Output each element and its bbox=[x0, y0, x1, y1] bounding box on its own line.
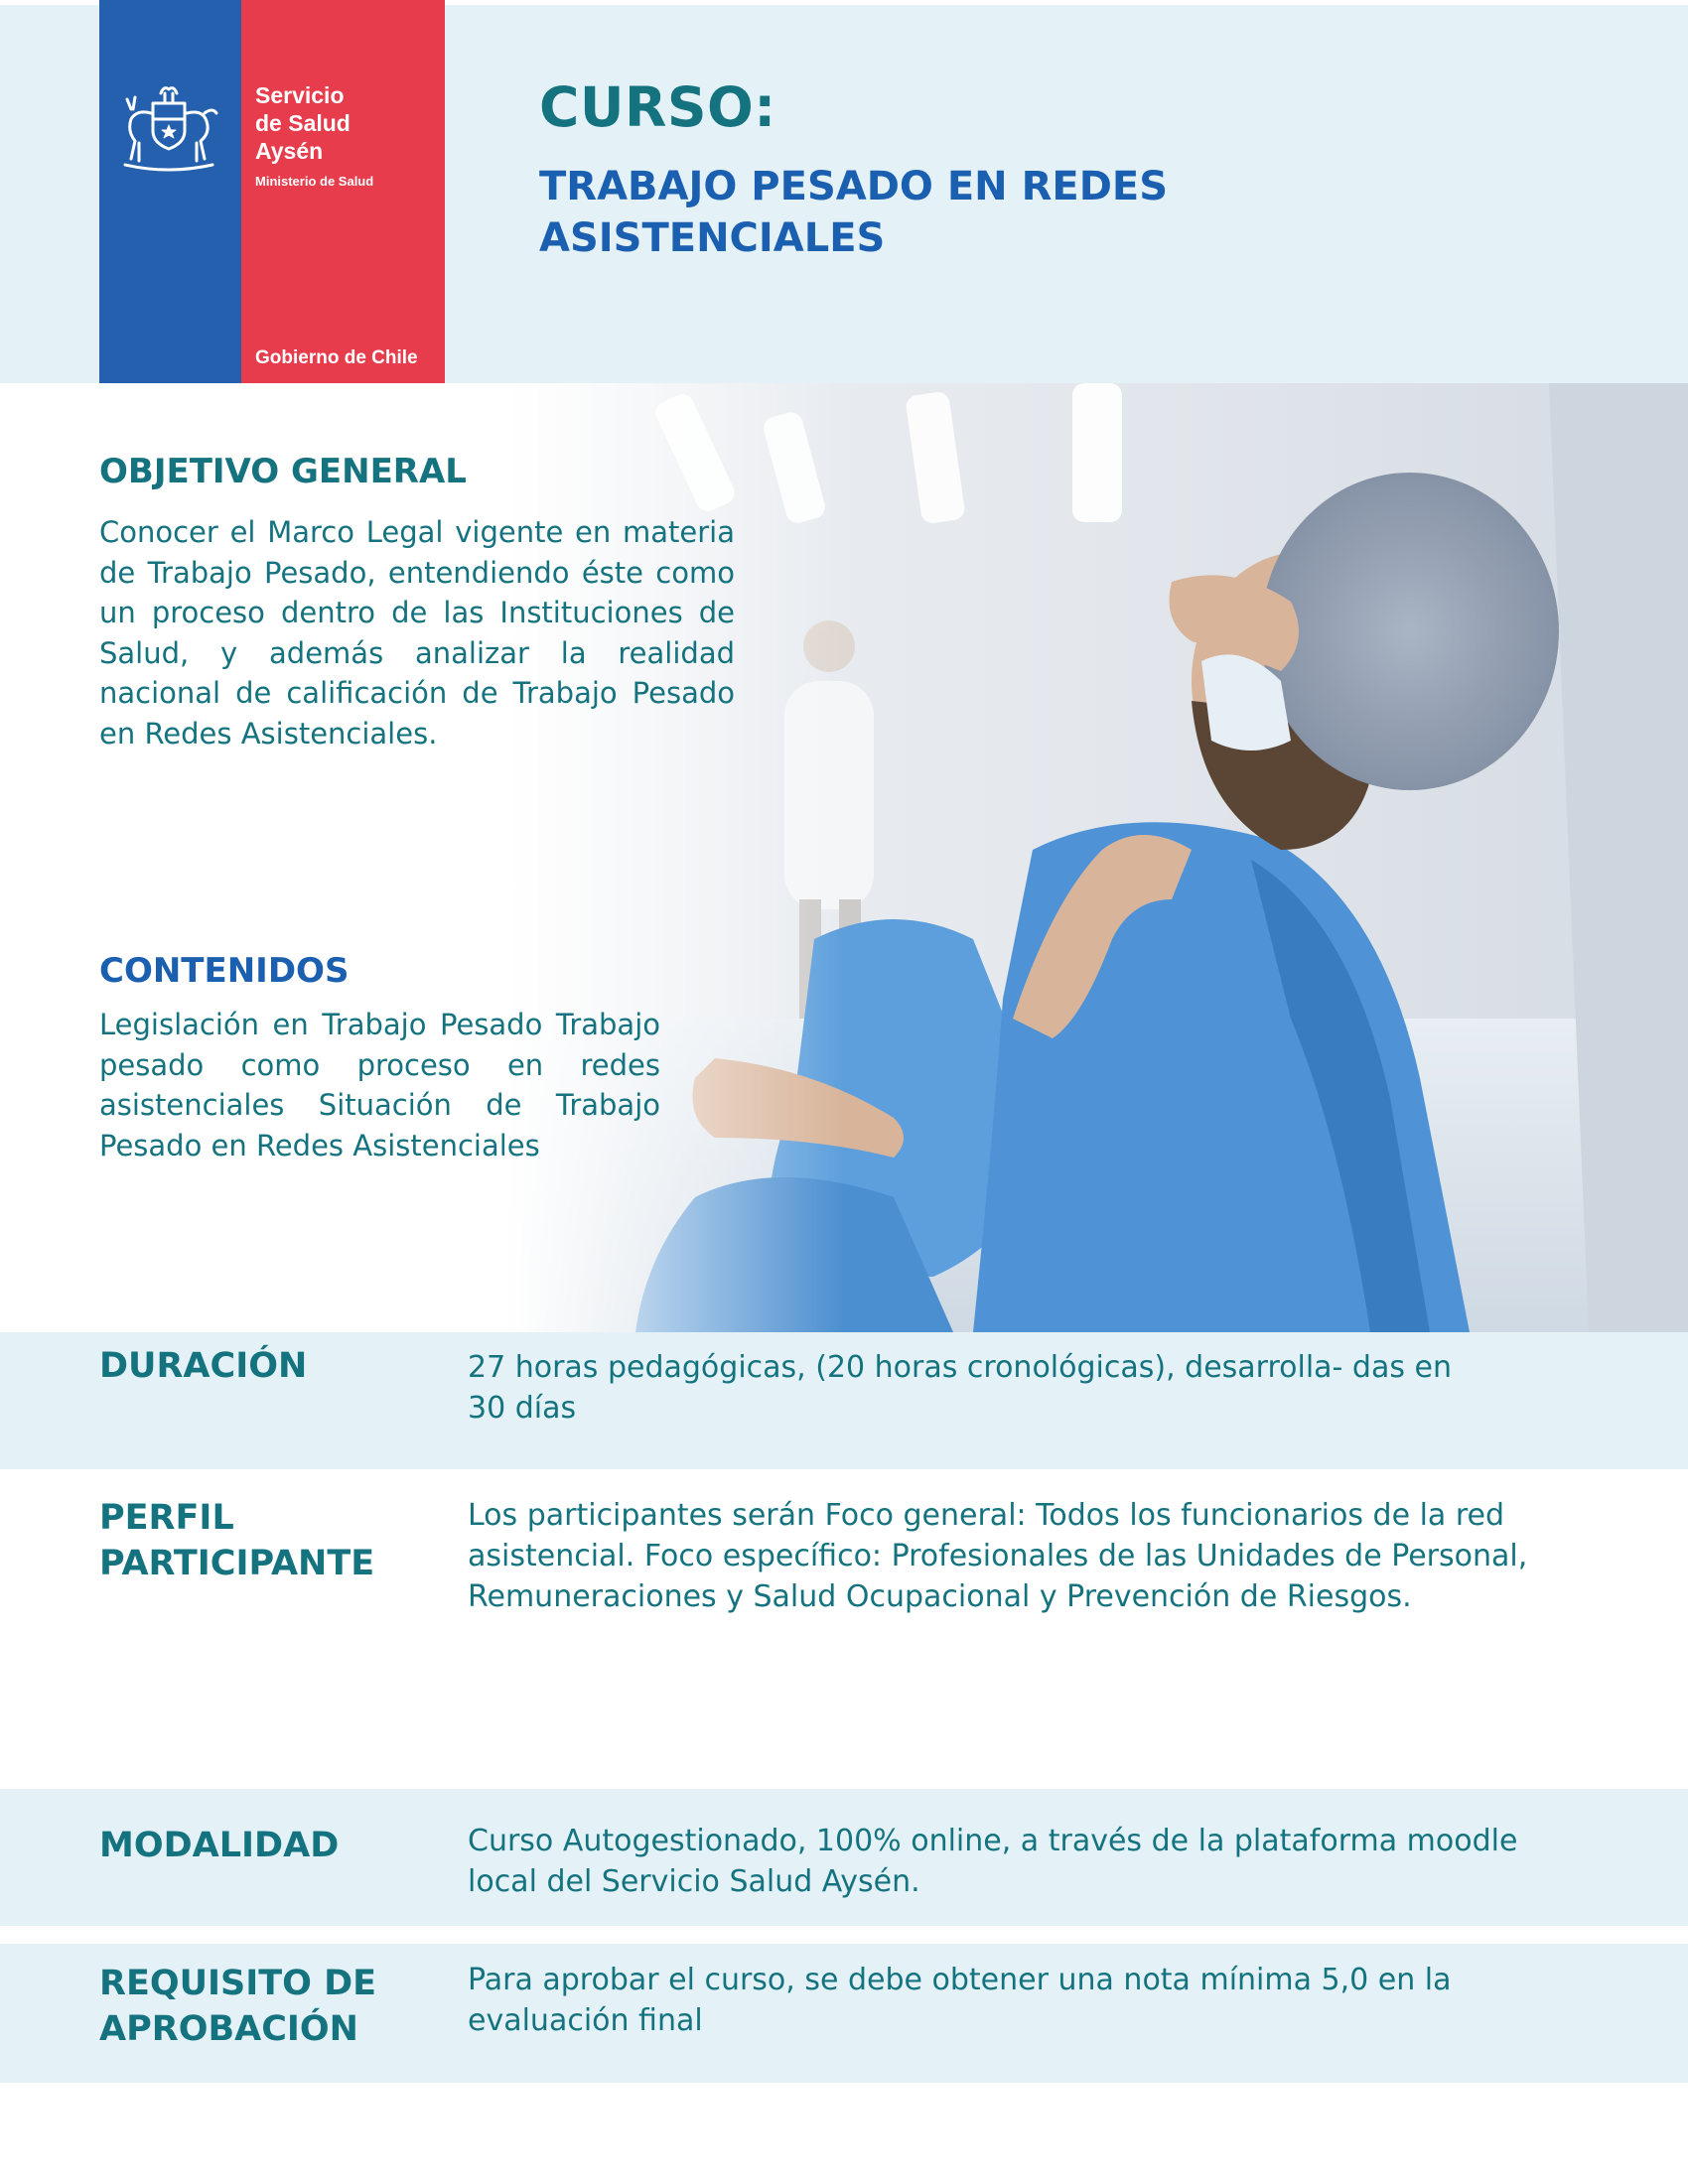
logo-government: Gobierno de Chile bbox=[255, 347, 418, 368]
modality-text: Curso Autogestionado, 100% online, a través de la plataforma moodle local del Servicio Salud Aysén. bbox=[468, 1824, 1518, 1899]
approval-label bbox=[99, 1961, 376, 2052]
approval-label-2: APROBACIÓN bbox=[99, 2009, 358, 2049]
contents-heading: CONTENIDOS bbox=[99, 951, 350, 991]
objective-heading: OBJETIVO GENERAL bbox=[99, 452, 467, 491]
participant-profile-label-1: PERFIL bbox=[99, 1498, 234, 1538]
course-title: TRABAJO PESADO EN REDES ASISTENCIALES bbox=[539, 164, 1169, 261]
objective-text: Conocer el Marco Legal vigente en materia de Trabajo Pesado, entendiendo éste como un proceso dentro de las Instituciones de Salud, y además analizar la realidad nacional de calificación de Trabajo Pesado en Redes Asistenciales. bbox=[99, 515, 735, 751]
duration-label: DURACIÓN bbox=[99, 1346, 308, 1386]
logo-red-panel bbox=[241, 0, 445, 383]
participant-profile-label-2: PARTICIPANTE bbox=[99, 1544, 375, 1583]
duration-text: 27 horas pedagógicas, (20 horas cronológicas), desarrolla- das en 30 días bbox=[468, 1350, 1452, 1426]
participant-profile-label bbox=[99, 1495, 374, 1586]
logo-blue-panel bbox=[99, 0, 241, 383]
logo-line-1: Servicio bbox=[255, 82, 345, 108]
logo-wordmark bbox=[255, 81, 351, 165]
chile-coat-of-arms-icon bbox=[109, 79, 228, 179]
approval-label-1: REQUISITO DE bbox=[99, 1964, 377, 2003]
logo-line-3: Aysén bbox=[255, 138, 324, 164]
course-label: CURSO: bbox=[539, 75, 776, 139]
approval-text: Para aprobar el curso, se debe obtener una nota mínima 5,0 en la evaluación final bbox=[468, 1963, 1452, 2038]
contents-text: Legislación en Trabajo Pesado Trabajo pesado como proceso en redes asistenciales Situación de Trabajo Pesado en Redes Asistenciales bbox=[99, 1008, 660, 1162]
logo-line-2: de Salud bbox=[255, 110, 351, 136]
logo-ministry: Ministerio de Salud bbox=[255, 174, 374, 189]
modality-label: MODALIDAD bbox=[99, 1826, 340, 1865]
participant-profile-text: Los participantes serán Foco general: Todos los funcionarios de la red asistencial. Foco específico: Profesionales de las Unidades de Personal, Remuneraciones y Salud Ocupacional y Prevención de Riesgos. bbox=[468, 1498, 1528, 1614]
